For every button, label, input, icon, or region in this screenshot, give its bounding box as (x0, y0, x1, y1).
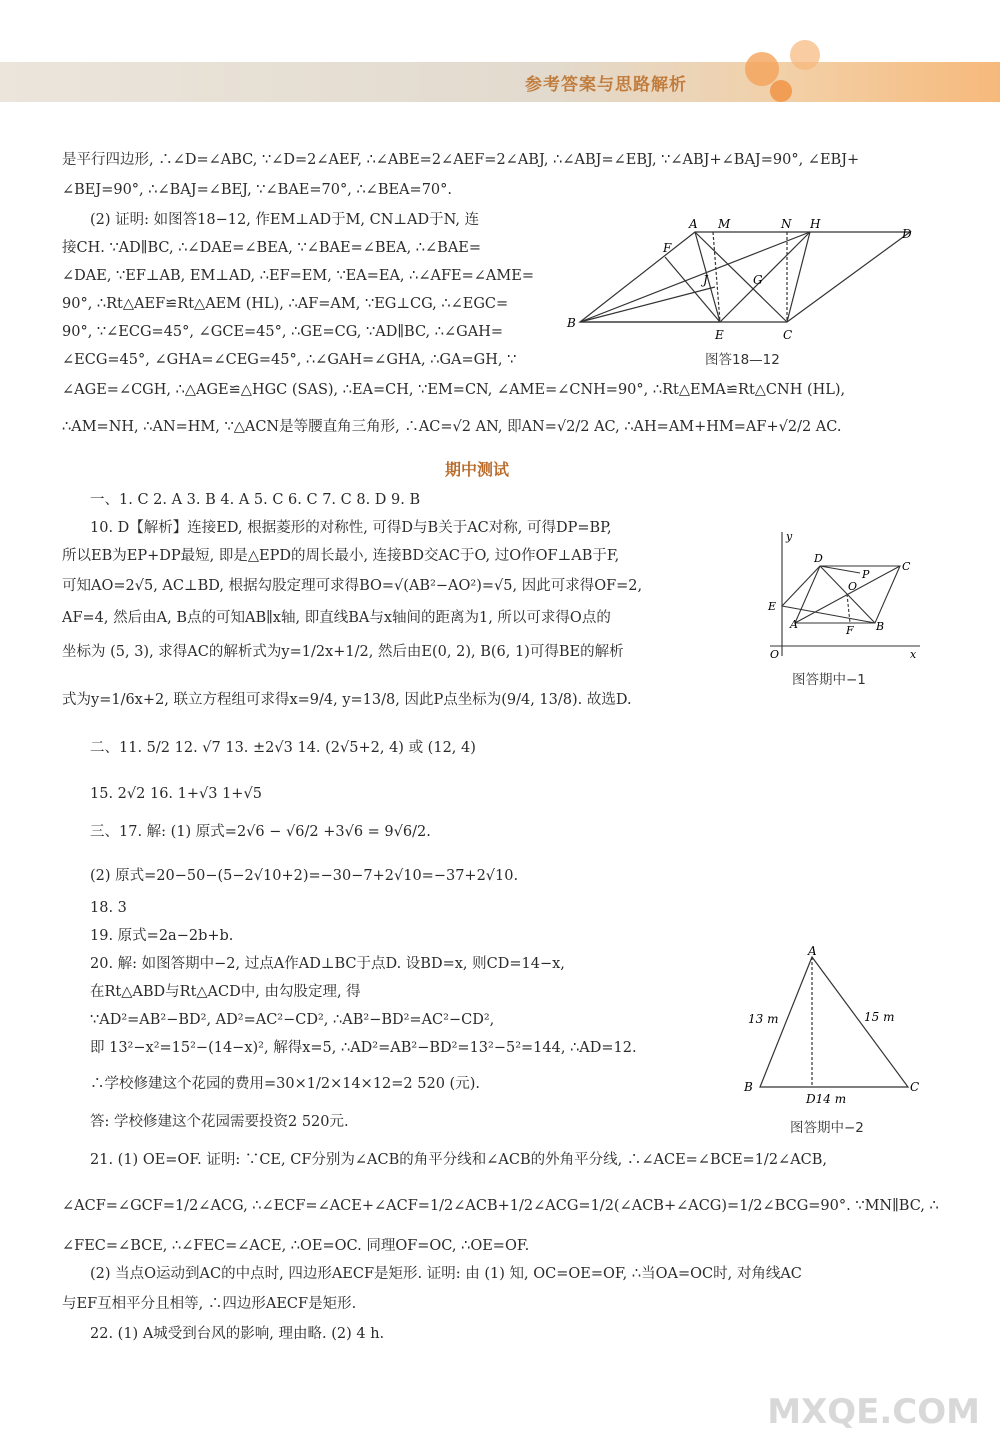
text-line: (2) 证明: 如图答18−12, 作EM⊥AD于M, CN⊥AD于N, 连 (90, 212, 480, 228)
text-line: 22. (1) A城受到台风的影响, 理由略. (2) 4 h. (90, 1326, 385, 1342)
figure-parallelogram (565, 212, 925, 347)
fig1-label: A (689, 217, 698, 231)
text-line: ∠DAE, ∵EF⊥AB, EM⊥AD, ∴EF=EM, ∵EA=EA, ∴∠AFE=∠AME= (62, 268, 534, 284)
text-line: 接CH. ∵AD∥BC, ∴∠DAE=∠BEA, ∵∠BAE=∠BEA, ∴∠BAE= (62, 240, 482, 256)
fig1-label: H (810, 217, 821, 231)
text-line: 在Rt△ABD与Rt△ACD中, 由勾股定理, 得 (90, 984, 361, 1000)
fig2-label: C (902, 560, 911, 573)
figure-caption: 图答期中−1 (792, 672, 866, 688)
text-line: ∴学校修建这个花园的费用=30×1/2×14×12=2 520 (元). (90, 1076, 480, 1092)
figure-triangle (740, 945, 930, 1110)
fig1-label: B (567, 316, 576, 330)
text-line: (2) 当点O运动到AC的中点时, 四边形AECF是矩形. 证明: 由 (1) 知, OC=OE=OF, ∴当OA=OC时, 对角线AC (90, 1266, 802, 1282)
text-line: 18. 3 (90, 900, 127, 916)
figure-coordinate (760, 528, 925, 663)
page-header-title: 参考答案与思路解析 (525, 75, 687, 95)
decor-circle-icon (790, 40, 820, 70)
fig1-label: G (753, 273, 763, 287)
fig2-label: B (876, 620, 885, 633)
fig1-label: N (781, 217, 792, 231)
fig2-label: F (846, 624, 854, 637)
fig2-label: E (768, 600, 777, 613)
fig3-label: B (744, 1080, 753, 1094)
text-line: 90°, ∴Rt△AEF≌Rt△AEM (HL), ∴AF=AM, ∵EG⊥CG, ∴∠EGC= (62, 296, 509, 312)
text-line: ∠BEJ=90°, ∴∠BAJ=∠BEJ, ∵∠BAE=70°, ∴∠BEA=70°. (62, 182, 453, 198)
text-line: 19. 原式=2a−2b+b. (90, 928, 234, 944)
fig3-label: C (910, 1080, 920, 1094)
fig1-label: J (703, 273, 708, 287)
text-line: ∠AGE=∠CGH, ∴△AGE≌△HGC (SAS), ∴EA=CH, ∵EM=CN, ∠AME=∠CNH=90°, ∴Rt△EMA≌Rt△CNH (HL), (62, 382, 846, 398)
fig3-label: 15 m (864, 1010, 895, 1024)
fig3-label: D14 m (806, 1092, 847, 1106)
fig1-label: D (902, 227, 912, 241)
text-line: 答: 学校修建这个花园需要投资2 520元. (90, 1114, 349, 1130)
text-line: 15. 2√2 16. 1+√3 1+√5 (90, 786, 262, 802)
fig2-label: O (848, 580, 858, 593)
text-line: 所以EB为EP+DP最短, 即是△EPD的周长最小, 连接BD交AC于O, 过O作OF⊥AB于F, (62, 548, 620, 564)
text-line: (2) 原式=20−50−(5−2√10+2)=−30−7+2√10=−37+2√10. (90, 868, 519, 884)
fig1-label: F (663, 241, 672, 255)
text-line: ∠ECG=45°, ∠GHA=∠CEG=45°, ∴∠GAH=∠GHA, ∴GA=GH, ∵ (62, 352, 517, 368)
text-line: 是平行四边形, ∴∠D=∠ABC, ∵∠D=2∠AEF, ∴∠ABE=2∠AEF=2∠ABJ, ∴∠ABJ=∠EBJ, ∵∠ABJ+∠BAJ=90°, ∠EBJ+ (62, 152, 860, 168)
fig2-label: A (790, 618, 798, 631)
text-line: 即 13²−x²=15²−(14−x)², 解得x=5, ∴AD²=AB²−BD²=13²−5²=144, ∴AD=12. (90, 1040, 637, 1056)
header-band (0, 62, 1000, 102)
fig2-label: y (786, 530, 793, 543)
figure-caption: 图答18—12 (705, 352, 780, 368)
text-line: ∵AD²=AB²−BD², AD²=AC²−CD², ∴AB²−BD²=AC²−CD², (90, 1012, 495, 1028)
watermark-logo: MXQE.COM (767, 1392, 980, 1432)
text-line: 90°, ∵∠ECG=45°, ∠GCE=45°, ∴GE=CG, ∵AD∥BC, ∴∠GAH= (62, 324, 503, 340)
fig3-label: A (808, 945, 817, 958)
fig1-label: E (715, 328, 724, 342)
text-line: 10. D【解析】连接ED, 根据菱形的对称性, 可得D与B关于AC对称, 可得DP=BP, (90, 520, 612, 536)
fig2-label: O (770, 648, 780, 661)
fig2-label: P (862, 568, 870, 581)
fig1-label: C (783, 328, 793, 342)
text-line: 三、17. 解: (1) 原式=2√6 − √6/2 +3√6 = 9√6/2. (90, 824, 431, 840)
fig1-label: M (718, 217, 731, 231)
fig2-label: x (910, 648, 917, 661)
fig3-label: 13 m (748, 1012, 779, 1026)
text-line: 一、1. C 2. A 3. B 4. A 5. C 6. C 7. C 8. D 9. B (90, 492, 421, 508)
text-line: 坐标为 (5, 3), 求得AC的解析式为y=1/2x+1/2, 然后由E(0, 2), B(6, 1)可得BE的解析 (62, 644, 624, 660)
text-line: 21. (1) OE=OF. 证明: ∵CE, CF分别为∠ACB的角平分线和∠ACB的外角平分线, ∴∠ACE=∠BCE=1/2∠ACB, (90, 1152, 828, 1168)
text-line: 可知AO=2√5, AC⊥BD, 根据勾股定理可求得BO=√(AB²−AO²)=√5, 因此可求得OF=2, (62, 578, 643, 594)
text-line: 式为y=1/6x+2, 联立方程组可求得x=9/4, y=13/8, 因此P点坐标为(9/4, 13/8). 故选D. (62, 692, 632, 708)
text-line: AF=4, 然后由A, B点的可知AB∥x轴, 即直线BA与x轴间的距离为1, 所以可求得O点的 (62, 610, 611, 626)
text-line: ∠ACF=∠GCF=1/2∠ACG, ∴∠ECF=∠ACE+∠ACF=1/2∠ACB+1/2∠ACG=1/2(∠ACB+∠ACG)=1/2∠BCG=90°. ∵MN∥BC, ∴ (62, 1198, 939, 1214)
text-line: 与EF互相平分且相等, ∴四边形AECF是矩形. (62, 1296, 357, 1312)
text-line: 二、11. 5/2 12. √7 13. ±2√3 14. (2√5+2, 4) 或 (12, 4) (90, 740, 476, 756)
figure-caption: 图答期中−2 (790, 1120, 864, 1136)
section-title: 期中测试 (445, 460, 510, 479)
text-line: ∴AM=NH, ∴AN=HM, ∵△ACN是等腰直角三角形, ∴AC=√2 AN, 即AN=√2/2 AC, ∴AH=AM+HM=AF+√2/2 AC. (62, 419, 842, 435)
fig2-label: D (814, 552, 823, 565)
decor-circle-icon (770, 80, 792, 102)
text-line: ∠FEC=∠BCE, ∴∠FEC=∠ACE, ∴OE=OC. 同理OF=OC, ∴OE=OF. (62, 1238, 530, 1254)
text-line: 20. 解: 如图答期中−2, 过点A作AD⊥BC于点D. 设BD=x, 则CD=14−x, (90, 956, 565, 972)
